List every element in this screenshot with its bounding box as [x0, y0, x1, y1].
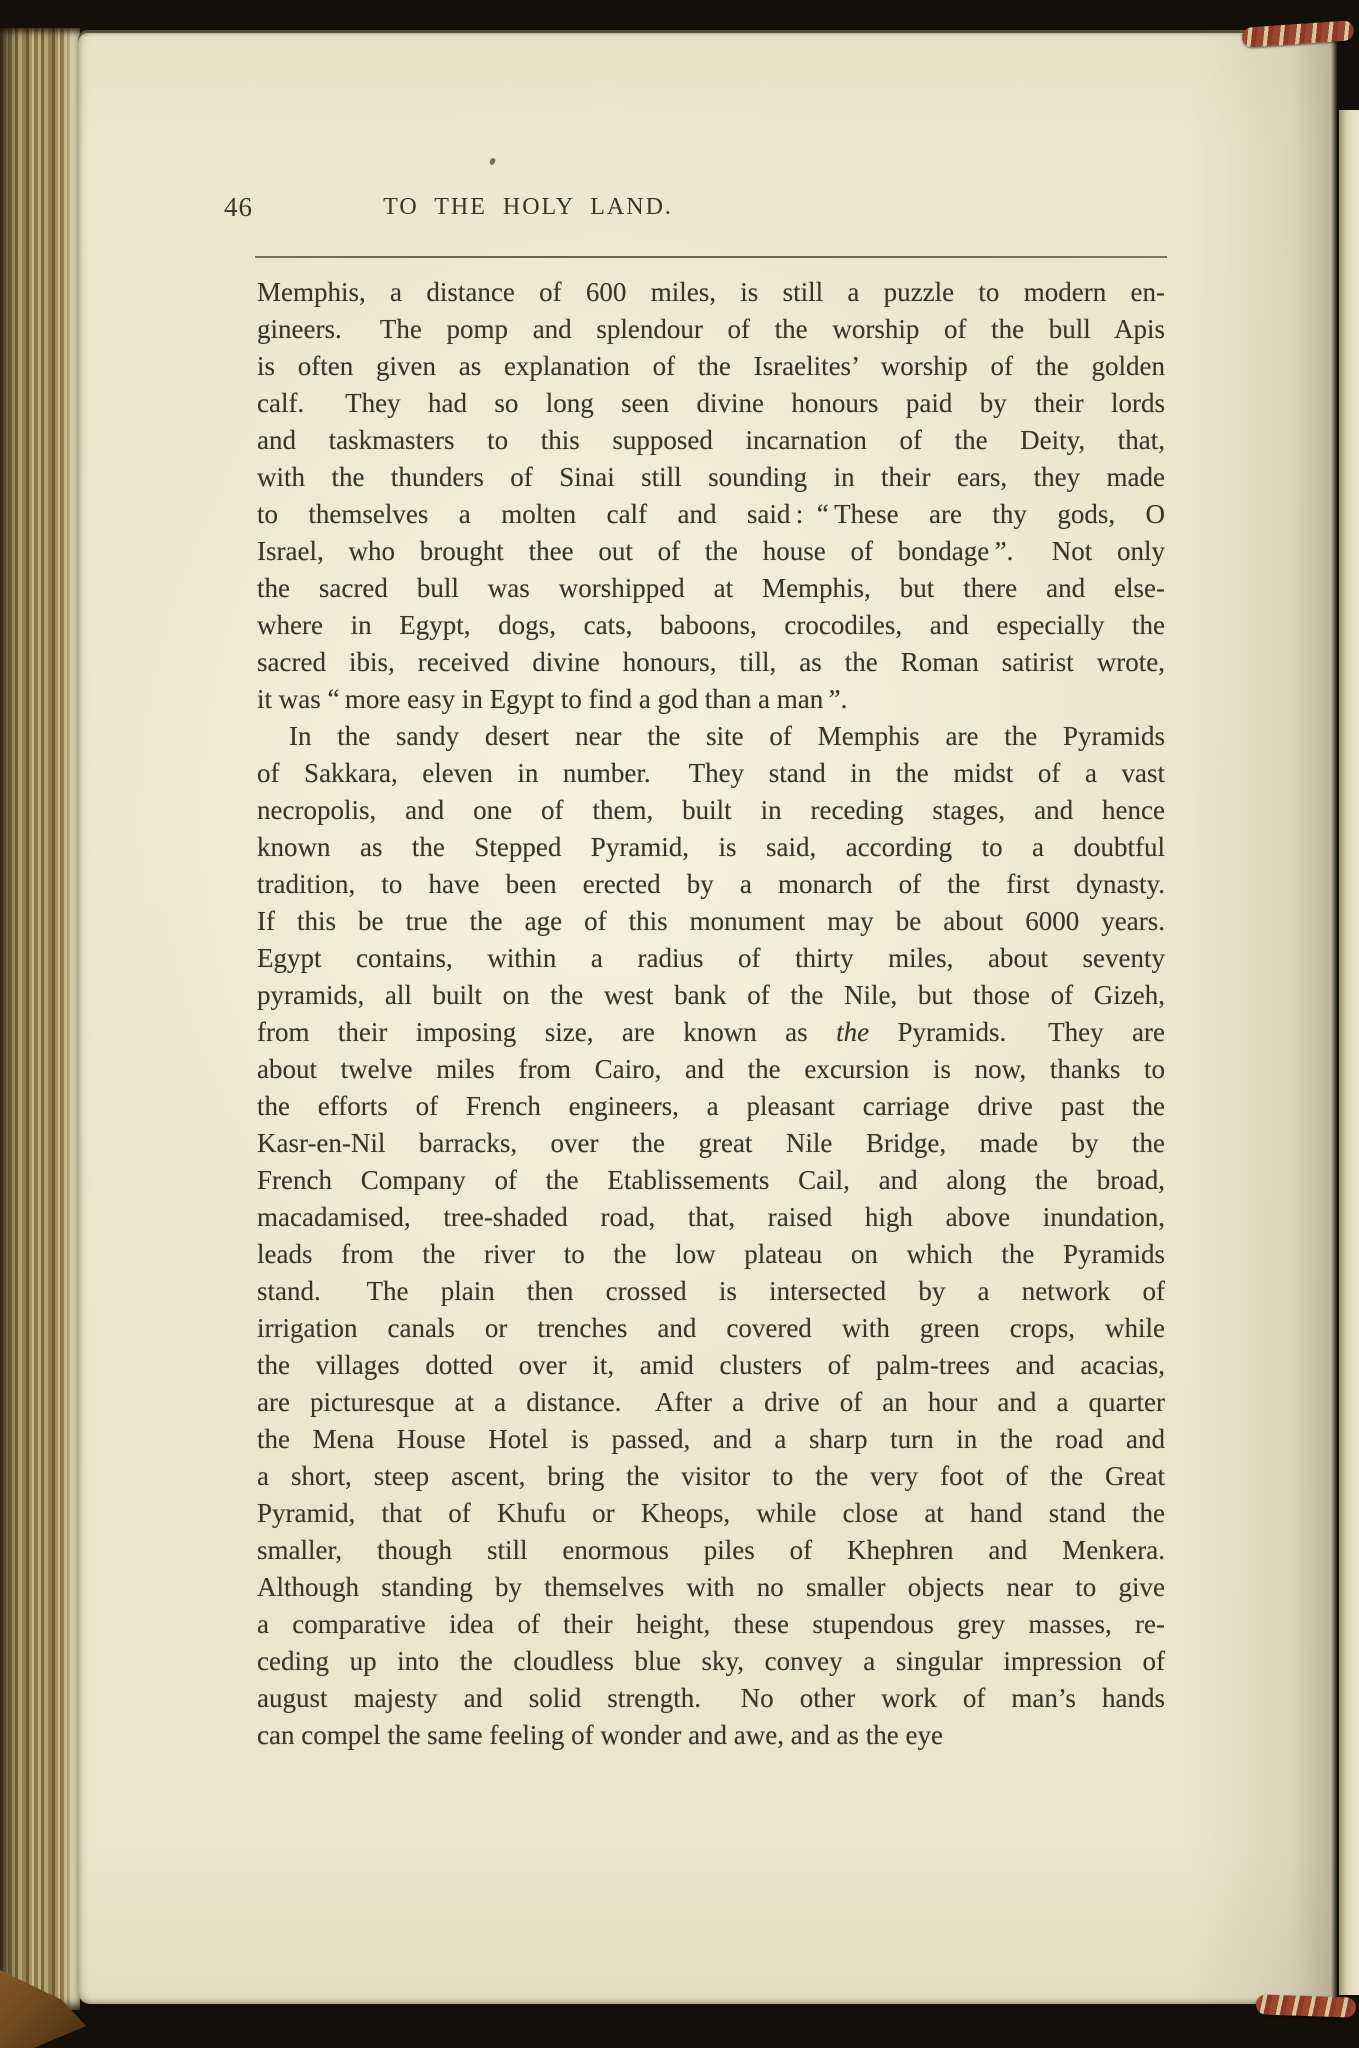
text-line: Israel, who brought thee out of the house of bondage ”. Not only — [257, 536, 1165, 566]
text-line: the villages dotted over it, amid clusters of palm-trees and acacias, — [257, 1350, 1165, 1380]
text-line: In the sandy desert near the site of Memphis are the Pyramids — [289, 721, 1165, 751]
text-line: can compel the same feeling of wonder and awe, and as the eye — [257, 1720, 943, 1750]
headband-bottom — [1256, 1994, 1357, 2017]
text-line: Although standing by themselves with no smaller objects near to give — [257, 1572, 1165, 1602]
text-line: known as the Stepped Pyramid, is said, according to a doubtful — [257, 832, 1165, 862]
text-line: is often given as explanation of the Israelites’ worship of the golden — [257, 351, 1165, 381]
text-line: macadamised, tree-shaded road, that, raised high above inundation, — [257, 1202, 1165, 1232]
text-line: august majesty and solid strength. No other work of man’s hands — [257, 1683, 1165, 1713]
line-segment: from their imposing size, are known as — [257, 1017, 837, 1047]
text-line: Egypt contains, within a radius of thirty miles, about seventy — [257, 943, 1165, 973]
text-line: and taskmasters to this supposed incarnation of the Deity, that, — [257, 425, 1165, 455]
page-number: 46 — [224, 192, 253, 222]
text-line: Kasr-en-Nil barracks, over the great Nile Bridge, made by the — [257, 1128, 1165, 1158]
text-line: with the thunders of Sinai still sounding in their ears, they made — [257, 462, 1165, 492]
text-line: about twelve miles from Cairo, and the excursion is now, thanks to — [257, 1054, 1165, 1084]
header-rule — [255, 256, 1167, 258]
text-line: necropolis, and one of them, built in receding stages, and hence — [257, 795, 1165, 825]
text-line: pyramids, all built on the west bank of the Nile, but those of Gizeh, — [257, 980, 1165, 1010]
text-line: tradition, to have been erected by a monarch of the first dynasty. — [257, 869, 1165, 899]
text-line: gineers. The pomp and splendour of the worship of the bull Apis — [257, 314, 1165, 344]
gutter-shade — [1187, 30, 1337, 2004]
text-line: a short, steep ascent, bring the visitor to the very foot of the Great — [257, 1461, 1165, 1491]
page-edge-stack — [0, 28, 80, 2010]
text-line: smaller, though still enormous piles of Khephren and Menkera. — [257, 1535, 1165, 1565]
text-line: stand. The plain then crossed is intersected by a network of — [257, 1276, 1165, 1306]
text-line: Memphis, a distance of 600 miles, is still a puzzle to modern en- — [257, 277, 1165, 307]
text-line: it was “ more easy in Egypt to find a god than a man ”. — [257, 684, 848, 714]
text-line: sacred ibis, received divine honours, till, as the Roman satirist wrote, — [257, 647, 1165, 677]
text-line: Pyramid, that of Khufu or Kheops, while close at hand stand the — [257, 1498, 1165, 1528]
facing-page-sliver — [1339, 110, 1359, 1995]
text-line: leads from the river to the low plateau on which the Pyramids — [257, 1239, 1165, 1269]
italic-word: the — [836, 1017, 870, 1047]
text-line: to themselves a molten calf and said : “ These are thy gods, O — [257, 499, 1165, 529]
text-line: French Company of the Etablissements Cail, and along the broad, — [257, 1165, 1165, 1195]
text-line: If this be true the age of this monument may be about 6000 years. — [257, 906, 1165, 936]
text-line: a comparative idea of their height, these stupendous grey masses, re- — [257, 1609, 1165, 1639]
body-text — [257, 274, 1165, 1754]
text-line: calf. They had so long seen divine honours paid by their lords — [257, 388, 1165, 418]
text-line: of Sakkara, eleven in number. They stand in the midst of a vast — [257, 758, 1165, 788]
line-segment: Pyramids. They are — [869, 1017, 1165, 1047]
text-line — [257, 1014, 1165, 1051]
text-line: irrigation canals or trenches and covered with green crops, while — [257, 1313, 1165, 1343]
running-header: TO THE HOLY LAND. — [383, 194, 673, 220]
dust-speck — [489, 157, 496, 165]
text-line: the efforts of French engineers, a pleasant carriage drive past the — [257, 1091, 1165, 1121]
headband-top — [1241, 20, 1354, 48]
book-page — [78, 30, 1337, 2004]
text-line: ceding up into the cloudless blue sky, convey a singular impression of — [257, 1646, 1165, 1676]
text-line: where in Egypt, dogs, cats, baboons, crocodiles, and especially the — [257, 610, 1165, 640]
text-line: the sacred bull was worshipped at Memphis, but there and else- — [257, 573, 1165, 603]
text-line: are picturesque at a distance. After a drive of an hour and a quarter — [257, 1387, 1165, 1417]
text-line: the Mena House Hotel is passed, and a sharp turn in the road and — [257, 1424, 1165, 1454]
